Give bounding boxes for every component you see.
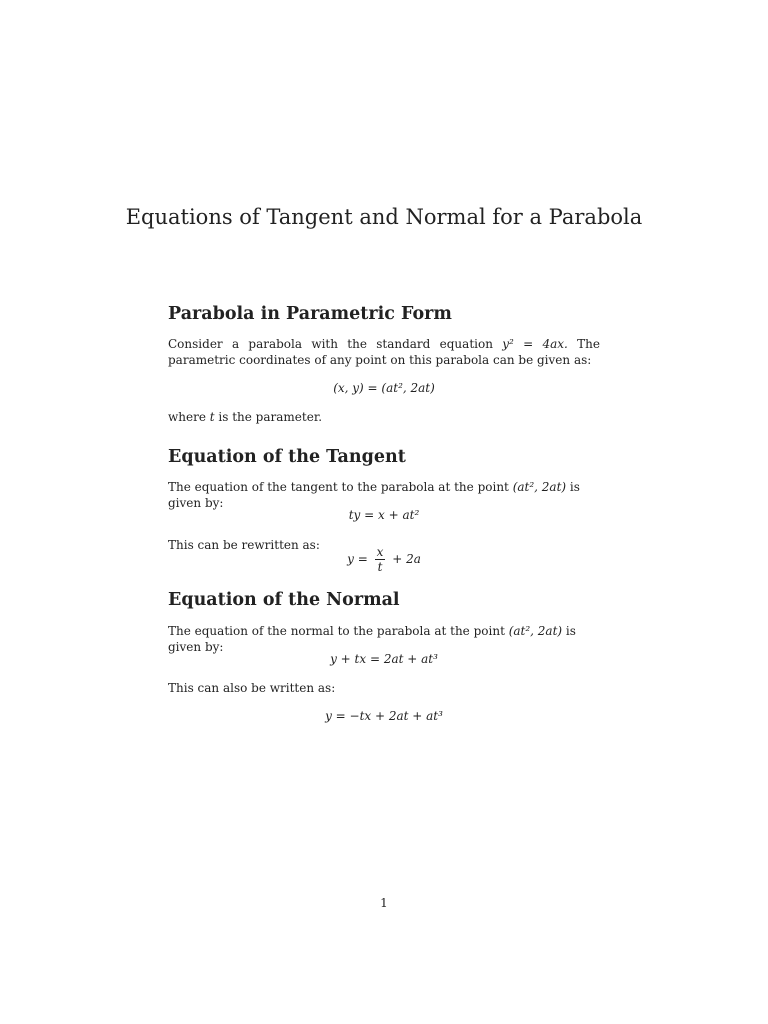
text-span: Consider a parabola with the standard equation [168, 337, 503, 351]
text-span: The parametric coordinates of any point on this parabola can be given as: [168, 337, 600, 367]
section-heading-parametric-form: Parabola in Parametric Form [168, 304, 452, 324]
paragraph-normal-intro [168, 623, 600, 655]
section-heading-normal: Equation of the Normal [168, 590, 400, 610]
text-span: is given by: [168, 624, 576, 654]
equation-normal [0, 652, 768, 666]
equation-tangent-rewritten [0, 545, 768, 574]
page-title: Equations of Tangent and Normal for a Parabola [125, 205, 643, 229]
inline-variable: t [209, 410, 215, 424]
text-span: where [168, 410, 210, 424]
paragraph-parametric-intro [168, 336, 600, 368]
text-span: The equation of the tangent to the parabola at the point [168, 480, 513, 494]
fraction-denominator: t [377, 560, 383, 574]
inline-point: (at², 2at) [508, 624, 563, 638]
section-heading-tangent: Equation of the Tangent [168, 447, 406, 467]
fraction [375, 545, 386, 574]
equation-rhs: + 2a [392, 552, 421, 566]
paragraph-tangent-rewrite: This can be rewritten as: [168, 538, 320, 552]
inline-point: (at², 2at) [512, 480, 567, 494]
equation-text: y + tx = 2at + at³ [330, 652, 438, 666]
inline-equation: y² = 4ax. [502, 337, 568, 351]
equation-text: ty = x + at² [348, 508, 420, 522]
equation-text: (x, y) = (at², 2at) [333, 381, 435, 395]
equation-text: y = −tx + 2at + at³ [325, 709, 443, 723]
text-span: is the parameter. [214, 410, 323, 424]
page-number: 1 [380, 896, 388, 910]
paragraph-parameter-note [168, 409, 600, 425]
equation-normal-rewritten [0, 709, 768, 723]
text-span: is given by: [168, 480, 580, 510]
paragraph-normal-rewrite: This can also be written as: [168, 681, 336, 695]
text-span: The equation of the normal to the parabola at the point [168, 624, 509, 638]
paragraph-tangent-intro [168, 479, 600, 511]
equation-lhs: y = [347, 552, 368, 566]
equation-parametric-coordinates [0, 381, 768, 395]
equation-tangent [0, 508, 768, 522]
fraction-numerator: x [376, 545, 384, 559]
